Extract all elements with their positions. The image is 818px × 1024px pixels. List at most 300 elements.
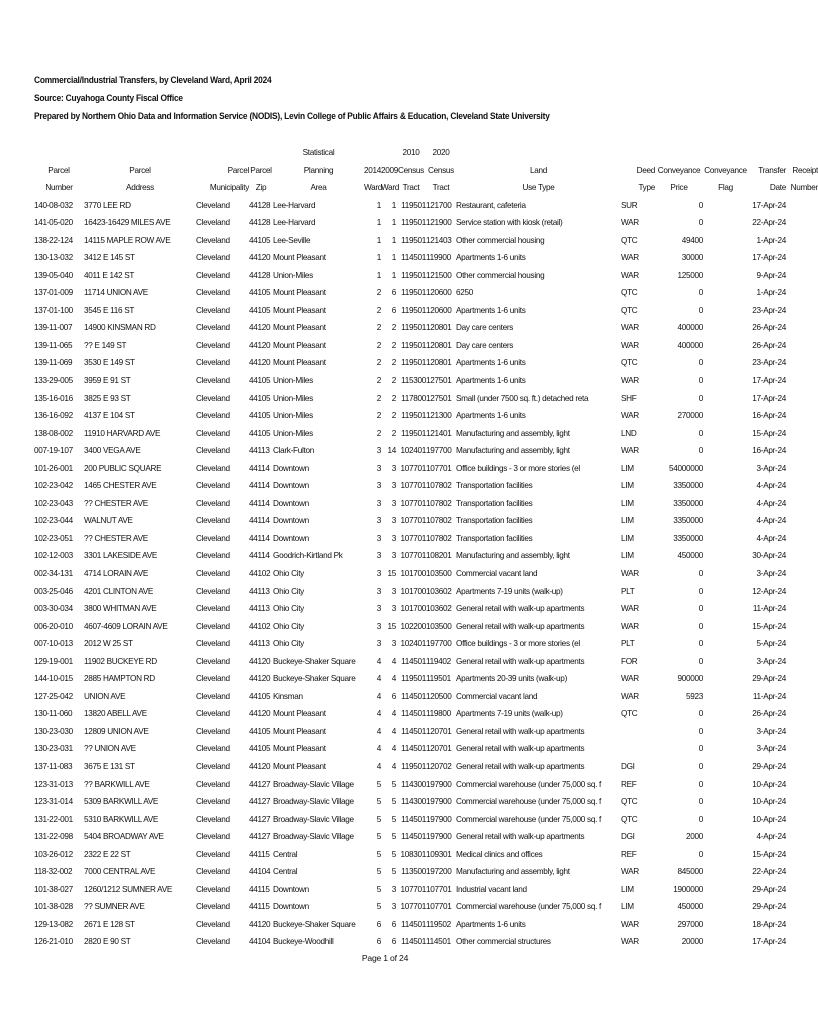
cell-transfer-date: 10-Apr-24 <box>752 779 786 789</box>
cell-ward-2014: 2 <box>376 375 381 385</box>
cell-receipt-number <box>786 688 818 706</box>
cell-parcel-address: 1260/1212 SUMNER AVE <box>84 884 173 894</box>
cell-transfer-date: 29-Apr-24 <box>752 902 786 912</box>
cell-planning-area: Clark-Fulton <box>273 446 314 456</box>
cell-tract-2020: 120702 <box>426 762 452 771</box>
cell-ward-2009: 6 <box>391 305 396 315</box>
cell-tract-2010: 114501 <box>401 709 426 719</box>
cell-conveyance-flag <box>703 232 748 250</box>
cell-conveyance-price: 20000 <box>681 937 703 947</box>
cell-transfer-date: 15-Apr-24 <box>752 428 786 438</box>
cell-land-use: Office buildings - 3 or more stories (el <box>456 463 580 473</box>
table-row <box>34 267 818 285</box>
cell-parcel-address: 2820 E 90 ST <box>84 937 131 947</box>
cell-zip: 44105 <box>249 744 271 754</box>
transfers-table <box>34 144 818 951</box>
cell-municipality: Cleveland <box>196 797 230 807</box>
cell-ward-2014: 3 <box>376 621 381 631</box>
cell-conveyance-flag <box>703 898 748 916</box>
column-header-planning-area: Planning <box>303 165 334 175</box>
cell-tract-2020: 121700 <box>426 200 452 210</box>
cell-deed-type: PLT <box>621 586 635 596</box>
cell-deed-type <box>621 740 655 758</box>
cell-ward-2014: 1 <box>376 200 381 210</box>
cell-land-use: General retail with walk-up apartments <box>456 832 585 842</box>
cell-transfer-date: 17-Apr-24 <box>752 393 786 403</box>
column-header-deed-type: Deed <box>636 165 655 175</box>
cell-conveyance-flag <box>703 793 748 811</box>
cell-municipality: Cleveland <box>196 621 230 631</box>
cell-tract-2020: 197900 <box>426 814 452 824</box>
cell-zip: 44120 <box>249 762 271 771</box>
cell-conveyance-price: 297000 <box>677 919 703 929</box>
column-header-conveyance-price <box>655 144 703 162</box>
cell-tract-2010: 102401 <box>400 639 426 649</box>
cell-parcel-address: 4201 CLINTON AVE <box>84 586 154 596</box>
cell-conveyance-price: 270000 <box>677 411 703 421</box>
cell-land-use: Commercial warehouse (under 75,000 sq. f <box>456 797 602 807</box>
table-row <box>34 319 818 337</box>
cell-zip: 44113 <box>249 639 270 649</box>
cell-ward-2014: 4 <box>376 691 381 701</box>
cell-zip: 44128 <box>249 270 271 280</box>
cell-receipt-number <box>786 214 818 232</box>
cell-ward-2014: 2 <box>376 393 381 403</box>
cell-land-use: Apartments 1-6 units <box>456 253 526 263</box>
cell-tract-2020: 127501 <box>426 393 452 403</box>
table-row <box>34 372 818 390</box>
column-header-tract-2010: Tract <box>402 183 420 192</box>
cell-deed-type: WAR <box>621 253 639 263</box>
cell-conveyance-flag <box>703 653 748 671</box>
column-header-municipality: Municipality <box>209 183 249 192</box>
cell-transfer-date: 10-Apr-24 <box>752 797 786 807</box>
cell-conveyance-flag <box>703 267 748 285</box>
cell-land-use: Other commercial structures <box>456 937 551 947</box>
cell-tract-2010: 119501 <box>401 235 426 245</box>
cell-ward-2009: 5 <box>391 797 396 807</box>
cell-deed-type: QTC <box>621 288 638 298</box>
cell-transfer-date: 4-Apr-24 <box>756 516 786 526</box>
cell-conveyance-price: 900000 <box>677 674 703 684</box>
cell-tract-2010: 114501 <box>401 726 426 736</box>
cell-receipt-number <box>786 933 818 951</box>
cell-conveyance-price: 0 <box>698 375 703 385</box>
cell-ward-2014: 4 <box>376 674 381 684</box>
cell-receipt-number <box>786 846 818 864</box>
cell-conveyance-flag <box>703 635 748 653</box>
cell-municipality: Cleveland <box>196 393 230 403</box>
cell-municipality: Cleveland <box>196 586 230 596</box>
cell-ward-2009: 4 <box>391 656 396 666</box>
column-header-conveyance-flag <box>703 144 748 162</box>
cell-municipality: Cleveland <box>196 762 230 771</box>
cell-municipality: Cleveland <box>196 235 230 245</box>
cell-tract-2010: 114300 <box>401 797 426 807</box>
cell-tract-2010: 107701 <box>400 884 426 894</box>
cell-ward-2014: 5 <box>376 884 381 894</box>
cell-parcel-number: 101-26-001 <box>34 463 73 473</box>
cell-planning-area: Kinsman <box>273 691 303 701</box>
cell-deed-type: WAR <box>621 446 639 456</box>
report-source: Source: Cuyahoga County Fiscal Office <box>34 93 183 103</box>
cell-parcel-address: 2671 E 128 ST <box>84 919 135 929</box>
cell-municipality: Cleveland <box>196 323 230 333</box>
cell-deed-type: LIM <box>621 463 634 473</box>
cell-transfer-date: 5-Apr-24 <box>756 639 786 649</box>
cell-municipality: Cleveland <box>196 446 230 456</box>
cell-land-use: Commercial warehouse (under 75,000 sq. f <box>456 814 602 824</box>
cell-conveyance-price: 0 <box>698 358 703 368</box>
cell-transfer-date: 11-Apr-24 <box>752 604 786 614</box>
cell-conveyance-price: 0 <box>698 446 703 456</box>
cell-tract-2020: 197700 <box>426 446 452 456</box>
cell-land-use: Manufacturing and assembly, light <box>456 551 570 561</box>
cell-conveyance-flag <box>703 460 748 478</box>
cell-conveyance-price: 0 <box>698 656 703 666</box>
cell-parcel-number: 131-22-001 <box>34 814 73 824</box>
cell-transfer-date: 4-Apr-24 <box>756 533 786 543</box>
cell-tract-2020: 120500 <box>426 691 452 701</box>
cell-ward-2009: 4 <box>391 762 396 771</box>
cell-conveyance-price: 0 <box>698 797 703 807</box>
cell-parcel-number: 131-22-098 <box>34 832 73 842</box>
cell-municipality: Cleveland <box>196 814 230 824</box>
column-header-planning-area: Area <box>310 183 327 192</box>
cell-land-use: Commercial warehouse (under 75,000 sq. f <box>456 902 602 912</box>
table-row <box>34 846 818 864</box>
cell-ward-2014: 1 <box>376 270 381 280</box>
cell-transfer-date: 17-Apr-24 <box>752 200 786 210</box>
cell-zip: 44113 <box>249 604 270 614</box>
cell-parcel-number: 007-19-107 <box>34 446 73 456</box>
cell-ward-2014: 1 <box>376 235 381 245</box>
table-row <box>34 337 818 355</box>
table-row <box>34 793 818 811</box>
cell-ward-2014: 3 <box>376 498 381 508</box>
table-row <box>34 583 818 601</box>
cell-ward-2009: 3 <box>391 902 396 912</box>
cell-tract-2020: 121900 <box>426 218 452 228</box>
cell-conveyance-price: 400000 <box>677 340 703 350</box>
cell-ward-2009: 15 <box>387 568 396 578</box>
cell-conveyance-flag <box>703 740 748 758</box>
cell-tract-2020: 120600 <box>426 288 452 298</box>
table-row <box>34 881 818 899</box>
cell-receipt-number <box>786 635 818 653</box>
cell-tract-2020: 107802 <box>426 533 452 543</box>
cell-municipality: Cleveland <box>196 358 230 368</box>
cell-ward-2014: 3 <box>376 463 381 473</box>
cell-parcel-address: 14115 MAPLE ROW AVE <box>84 235 171 245</box>
column-header-conveyance-flag: Flag <box>718 183 733 192</box>
cell-zip: 44114 <box>249 463 270 473</box>
cell-parcel-address: 3800 WHITMAN AVE <box>84 604 157 614</box>
cell-tract-2010: 107701 <box>400 533 426 543</box>
cell-planning-area: Central <box>273 849 298 859</box>
cell-transfer-date: 1-Apr-24 <box>756 235 786 245</box>
cell-deed-type: WAR <box>621 621 639 631</box>
cell-ward-2009: 1 <box>391 253 396 263</box>
cell-tract-2020: 107701 <box>426 884 452 894</box>
cell-tract-2020: 121401 <box>426 428 452 438</box>
cell-transfer-date: 15-Apr-24 <box>752 621 786 631</box>
cell-parcel-number: 139-11-069 <box>34 358 73 368</box>
cell-receipt-number <box>786 284 818 302</box>
column-header-transfer-date: Transfer <box>758 165 786 175</box>
cell-ward-2014: 5 <box>376 797 381 807</box>
cell-land-use: Other commercial housing <box>456 270 545 280</box>
column-header-municipality: Parcel <box>227 165 249 175</box>
cell-land-use: Office buildings - 3 or more stories (el <box>456 639 580 649</box>
cell-tract-2010: 107701 <box>400 481 426 491</box>
cell-zip: 44120 <box>249 709 271 719</box>
cell-parcel-number: 138-22-124 <box>34 235 73 245</box>
cell-deed-type <box>621 723 655 741</box>
cell-conveyance-price: 3350000 <box>673 498 703 508</box>
cell-transfer-date: 17-Apr-24 <box>752 937 786 947</box>
cell-municipality: Cleveland <box>196 516 230 526</box>
cell-tract-2010: 119501 <box>401 762 426 771</box>
cell-municipality: Cleveland <box>196 726 230 736</box>
cell-receipt-number <box>786 863 818 881</box>
cell-zip: 44120 <box>249 656 271 666</box>
table-row <box>34 863 818 881</box>
cell-parcel-address: 11902 BUCKEYE RD <box>84 656 157 666</box>
report-title: Commercial/Industrial Transfers, by Cleveland Ward, April 2024 <box>34 75 272 85</box>
table-row <box>34 635 818 653</box>
cell-tract-2010: 114501 <box>401 937 426 947</box>
cell-zip: 44128 <box>249 218 271 228</box>
cell-land-use: Manufacturing and assembly, light <box>456 446 570 456</box>
cell-land-use: Restaurant, cafeteria <box>456 200 526 210</box>
cell-ward-2009: 3 <box>391 533 396 543</box>
cell-municipality: Cleveland <box>196 305 230 315</box>
cell-municipality: Cleveland <box>196 428 230 438</box>
cell-tract-2010: 108301 <box>400 849 426 859</box>
cell-land-use: Industrial vacant land <box>456 884 527 894</box>
cell-deed-type: WAR <box>621 411 639 421</box>
cell-planning-area: Buckeye-Shaker Square <box>273 656 356 666</box>
cell-planning-area: Mount Pleasant <box>273 744 326 754</box>
cell-zip: 44114 <box>249 498 270 508</box>
cell-conveyance-price: 2000 <box>685 832 703 842</box>
cell-conveyance-price: 400000 <box>677 323 703 333</box>
cell-transfer-date: 30-Apr-24 <box>752 551 786 561</box>
cell-tract-2020: 108201 <box>426 551 452 561</box>
cell-transfer-date: 3-Apr-24 <box>756 726 786 736</box>
cell-municipality: Cleveland <box>196 218 230 228</box>
cell-conveyance-flag <box>703 670 748 688</box>
cell-land-use: Apartments 7-19 units (walk-up) <box>456 586 563 596</box>
cell-tract-2020: 107802 <box>426 516 452 526</box>
cell-ward-2009: 3 <box>391 884 396 894</box>
cell-tract-2010: 119501 <box>401 200 426 210</box>
table-row <box>34 284 818 302</box>
column-header-conveyance-price: Price <box>670 183 688 192</box>
cell-zip: 44120 <box>249 253 271 263</box>
cell-land-use: Day care centers <box>456 340 514 350</box>
cell-deed-type: WAR <box>621 340 639 350</box>
table-row <box>34 600 818 618</box>
cell-land-use: Commercial vacant land <box>456 568 538 578</box>
cell-receipt-number <box>786 793 818 811</box>
cell-municipality: Cleveland <box>196 937 230 947</box>
cell-tract-2020: 127501 <box>426 375 452 385</box>
cell-transfer-date: 26-Apr-24 <box>752 323 786 333</box>
cell-conveyance-flag <box>703 600 748 618</box>
cell-conveyance-price: 0 <box>698 814 703 824</box>
cell-ward-2009: 3 <box>391 463 396 473</box>
cell-conveyance-flag <box>703 495 748 513</box>
cell-municipality: Cleveland <box>196 674 230 684</box>
cell-receipt-number <box>786 425 818 443</box>
cell-tract-2010: 107701 <box>400 498 426 508</box>
column-header-zip <box>249 144 273 162</box>
cell-land-use: Other commercial housing <box>456 235 545 245</box>
column-header-deed-type: Type <box>638 183 655 192</box>
cell-conveyance-price: 125000 <box>677 270 703 280</box>
column-header-land-use <box>456 144 621 162</box>
cell-parcel-number: 103-26-012 <box>34 849 73 859</box>
cell-municipality: Cleveland <box>196 498 230 508</box>
cell-ward-2009: 3 <box>391 498 396 508</box>
cell-receipt-number <box>786 530 818 548</box>
cell-land-use: Manufacturing and assembly, light <box>456 428 570 438</box>
cell-conveyance-price: 54000000 <box>668 463 703 473</box>
cell-tract-2010: 119501 <box>401 340 426 350</box>
cell-parcel-number: 118-32-002 <box>34 867 73 877</box>
cell-municipality: Cleveland <box>196 200 230 210</box>
cell-planning-area: Lee-Seville <box>273 235 311 245</box>
cell-planning-area: Union-Miles <box>273 270 313 280</box>
cell-parcel-number: 137-11-083 <box>34 762 73 771</box>
cell-deed-type: LIM <box>621 884 634 894</box>
cell-conveyance-price: 0 <box>698 604 703 614</box>
cell-tract-2020: 121300 <box>426 411 452 421</box>
cell-ward-2014: 4 <box>376 709 381 719</box>
table-row <box>34 723 818 741</box>
cell-conveyance-flag <box>703 881 748 899</box>
column-header-zip: Parcel <box>250 165 272 175</box>
cell-parcel-number: 123-31-014 <box>34 797 73 807</box>
cell-conveyance-price: 0 <box>698 726 703 736</box>
cell-ward-2014: 4 <box>376 726 381 736</box>
cell-parcel-address: ?? CHESTER AVE <box>84 533 148 543</box>
cell-tract-2010: 107701 <box>400 902 426 912</box>
column-header-municipality <box>196 144 249 162</box>
cell-zip: 44120 <box>249 674 271 684</box>
table-row <box>34 530 818 548</box>
cell-deed-type: LIM <box>621 481 634 491</box>
cell-conveyance-flag <box>703 863 748 881</box>
cell-ward-2009: 2 <box>391 358 396 368</box>
cell-conveyance-flag <box>703 390 748 408</box>
cell-zip: 44113 <box>249 586 270 596</box>
cell-parcel-number: 123-31-013 <box>34 779 73 789</box>
cell-tract-2010: 115300 <box>401 375 426 385</box>
cell-planning-area: Broadway-Slavic Village <box>273 814 354 824</box>
cell-tract-2020: 120801 <box>426 358 452 368</box>
column-header-ward-2009 <box>381 144 396 162</box>
table-row <box>34 811 818 829</box>
cell-parcel-number: 102-23-042 <box>34 481 73 491</box>
cell-planning-area: Union-Miles <box>273 411 313 421</box>
cell-zip: 44114 <box>249 516 270 526</box>
cell-land-use: General retail with walk-up apartments <box>456 744 585 754</box>
table-row <box>34 653 818 671</box>
cell-transfer-date: 18-Apr-24 <box>752 919 786 929</box>
cell-transfer-date: 9-Apr-24 <box>756 270 786 280</box>
table-row <box>34 670 818 688</box>
cell-planning-area: Goodrich-Kirtland Pk <box>273 551 343 561</box>
column-header-parcel-number: Parcel <box>48 165 70 175</box>
cell-deed-type: WAR <box>621 270 639 280</box>
cell-parcel-number: 003-30-034 <box>34 604 73 614</box>
cell-ward-2014: 3 <box>376 586 381 596</box>
cell-ward-2014: 2 <box>376 305 381 315</box>
cell-land-use: Apartments 1-6 units <box>456 305 526 315</box>
cell-conveyance-price: 845000 <box>677 867 703 877</box>
cell-land-use: Transportation facilities <box>456 533 533 543</box>
cell-ward-2009: 6 <box>391 919 396 929</box>
cell-parcel-number: 139-05-040 <box>34 270 73 280</box>
cell-deed-type: SHF <box>621 393 637 403</box>
column-header-tract-2010: 2010 <box>402 148 420 157</box>
cell-conveyance-price: 0 <box>698 621 703 631</box>
cell-zip: 44105 <box>249 726 271 736</box>
cell-deed-type: PLT <box>621 639 635 649</box>
cell-ward-2014: 6 <box>376 919 381 929</box>
cell-receipt-number <box>786 740 818 758</box>
table-row <box>34 828 818 846</box>
cell-parcel-address: 3675 E 131 ST <box>84 762 135 771</box>
cell-land-use: Apartments 1-6 units <box>456 411 526 421</box>
cell-conveyance-price: 0 <box>698 200 703 210</box>
cell-deed-type: DGI <box>621 762 635 771</box>
cell-receipt-number <box>786 495 818 513</box>
cell-zip: 44120 <box>249 323 271 333</box>
column-header-tract-2020: Census <box>428 165 454 175</box>
cell-parcel-number: 007-10-013 <box>34 639 73 649</box>
cell-ward-2014: 1 <box>376 218 381 228</box>
cell-parcel-number: 141-05-020 <box>34 218 73 228</box>
cell-conveyance-flag <box>703 284 748 302</box>
cell-tract-2020: 107701 <box>426 902 452 912</box>
cell-planning-area: Downtown <box>273 884 309 894</box>
cell-receipt-number <box>786 372 818 390</box>
cell-parcel-address: 12809 UNION AVE <box>84 726 149 736</box>
table-row <box>34 512 818 530</box>
cell-conveyance-flag <box>703 337 748 355</box>
table-row <box>34 776 818 794</box>
cell-transfer-date: 17-Apr-24 <box>752 253 786 263</box>
table-row <box>34 705 818 723</box>
cell-zip: 44104 <box>249 937 271 947</box>
cell-receipt-number <box>786 705 818 723</box>
cell-land-use: General retail with walk-up apartments <box>456 762 585 771</box>
table-header <box>34 144 818 197</box>
cell-municipality: Cleveland <box>196 270 230 280</box>
cell-tract-2010: 107701 <box>400 516 426 526</box>
cell-land-use: Apartments 20-39 units (walk-up) <box>456 674 567 684</box>
cell-conveyance-price: 0 <box>698 779 703 789</box>
cell-municipality: Cleveland <box>196 568 230 578</box>
cell-municipality: Cleveland <box>196 902 230 912</box>
cell-planning-area: Mount Pleasant <box>273 305 326 315</box>
cell-tract-2020: 197200 <box>426 867 452 877</box>
cell-tract-2010: 119501 <box>401 411 426 421</box>
